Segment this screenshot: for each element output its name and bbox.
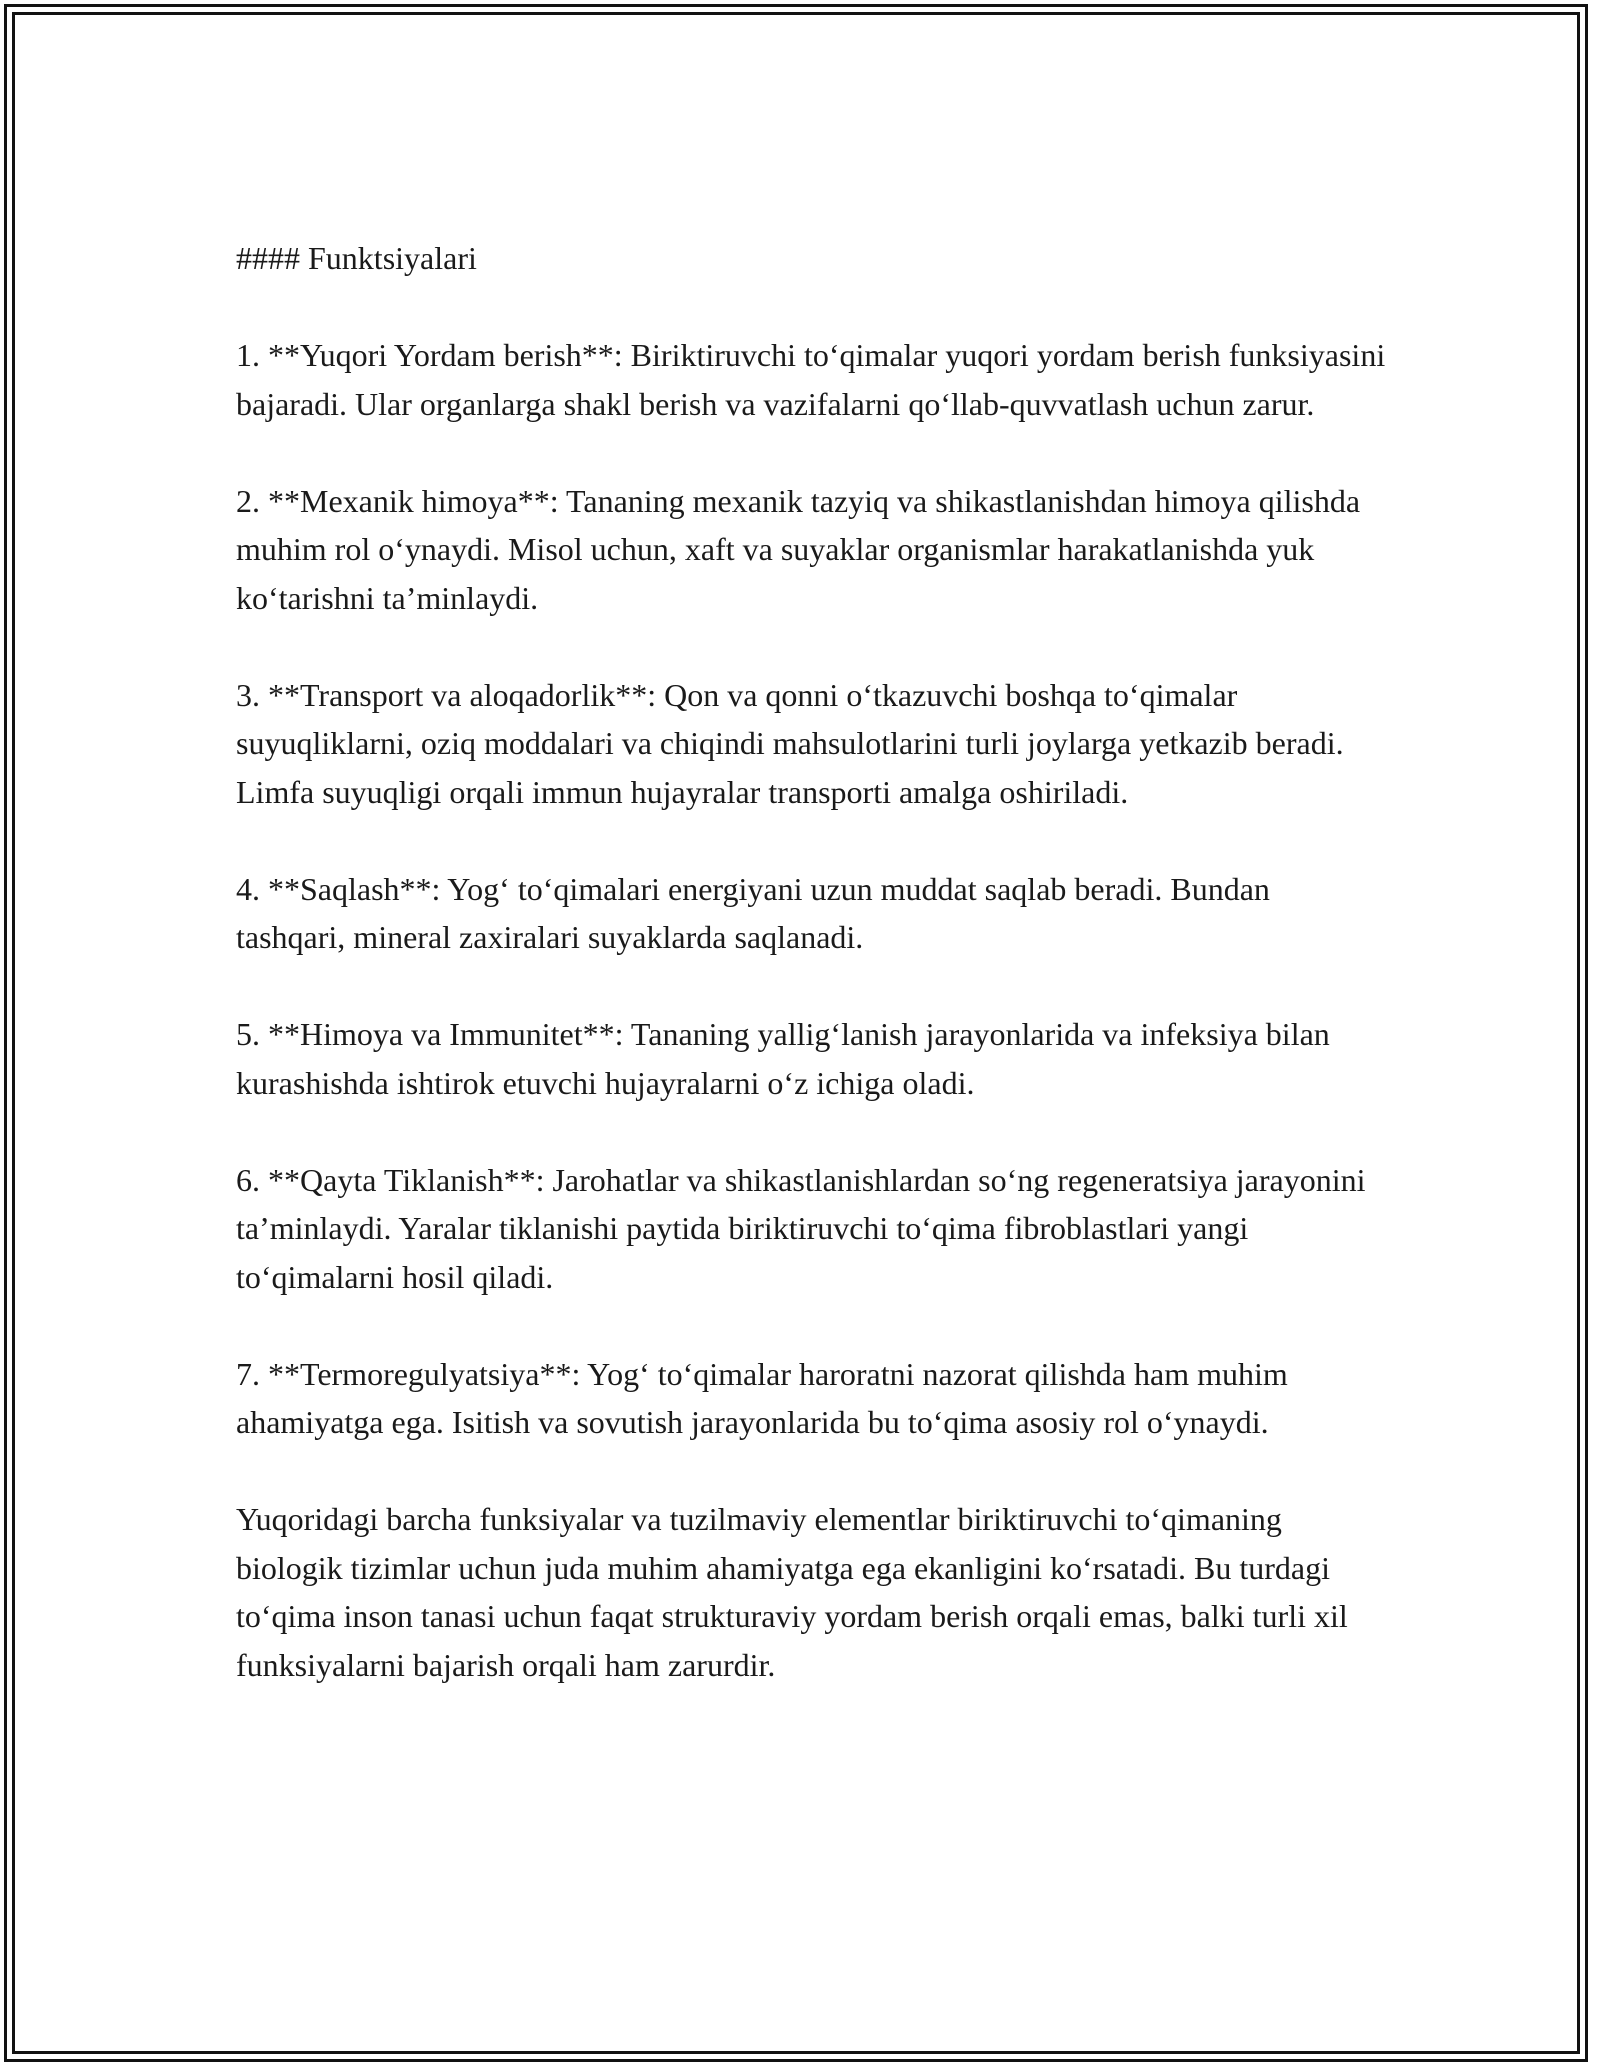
function-item-5: 5. **Himoya va Immunitet**: Tananing yallig‘lanish jarayonlarida va infeksiya bilan kurashishda ishtirok etuvchi hujayralarni o‘z ichiga oladi. (236, 1016, 1330, 1101)
conclusion-paragraph: Yuqoridagi barcha funksiyalar va tuzilmaviy elementlar biriktiruvchi to‘qimaning biologik tizimlar uchun juda muhim ahamiyatga ega ekanligini ko‘rsatadi. Bu turdagi to‘qima inson tanasi uchun faqat strukturaviy yordam berish orqali emas, balki turli xil funksiyalarni bajarish orqali ham zarurdir. (236, 1501, 1348, 1683)
function-item-3: 3. **Transport va aloqadorlik**: Qon va qonni o‘tkazuvchi boshqa to‘qimalar suyuqliklarni, oziq moddalari va chiqindi mahsulotlarini turli joylarga yetkazib beradi. Limfa suyuqligi orqali immun hujayralar transporti amalga oshiriladi. (236, 676, 1344, 810)
section-heading: #### Funktsiyalari (236, 240, 477, 276)
function-item-2: 2. **Mexanik himoya**: Tananing mexanik tazyiq va shikastlanishdan himoya qilishda muhim rol o‘ynaydi. Misol uchun, xaft va suyaklar organismlar harakatlanishda yuk ko‘tarishni ta’minlaydi. (236, 482, 1361, 616)
function-item-6: 6. **Qayta Tiklanish**: Jarohatlar va shikastlanishlardan so‘ng regeneratsiya jarayonini ta’minlaydi. Yaralar tiklanishi paytida biriktiruvchi to‘qima fibroblastlari yangi to‘qimalarni hosil qiladi. (236, 1161, 1366, 1295)
function-item-1: 1. **Yuqori Yordam berish**: Biriktiruvchi to‘qimalar yuqori yordam berish funksiyasini bajaradi. Ular organlarga shakl berish va vazifalarni qo‘llab-quvvatlash uchun zarur. (236, 337, 1386, 422)
function-item-7: 7. **Termoregulyatsiya**: Yog‘ to‘qimalar haroratni nazorat qilishda ham muhim ahamiyatga ega. Isitish va sovutish jarayonlarida bu to‘qima asosiy rol o‘ynaydi. (236, 1355, 1288, 1440)
function-item-4: 4. **Saqlash**: Yog‘ to‘qimalari energiyani uzun muddat saqlab beradi. Bundan tashqari, mineral zaxiralari suyaklarda saqlanadi. (236, 870, 1270, 955)
document-body (236, 234, 1386, 1689)
